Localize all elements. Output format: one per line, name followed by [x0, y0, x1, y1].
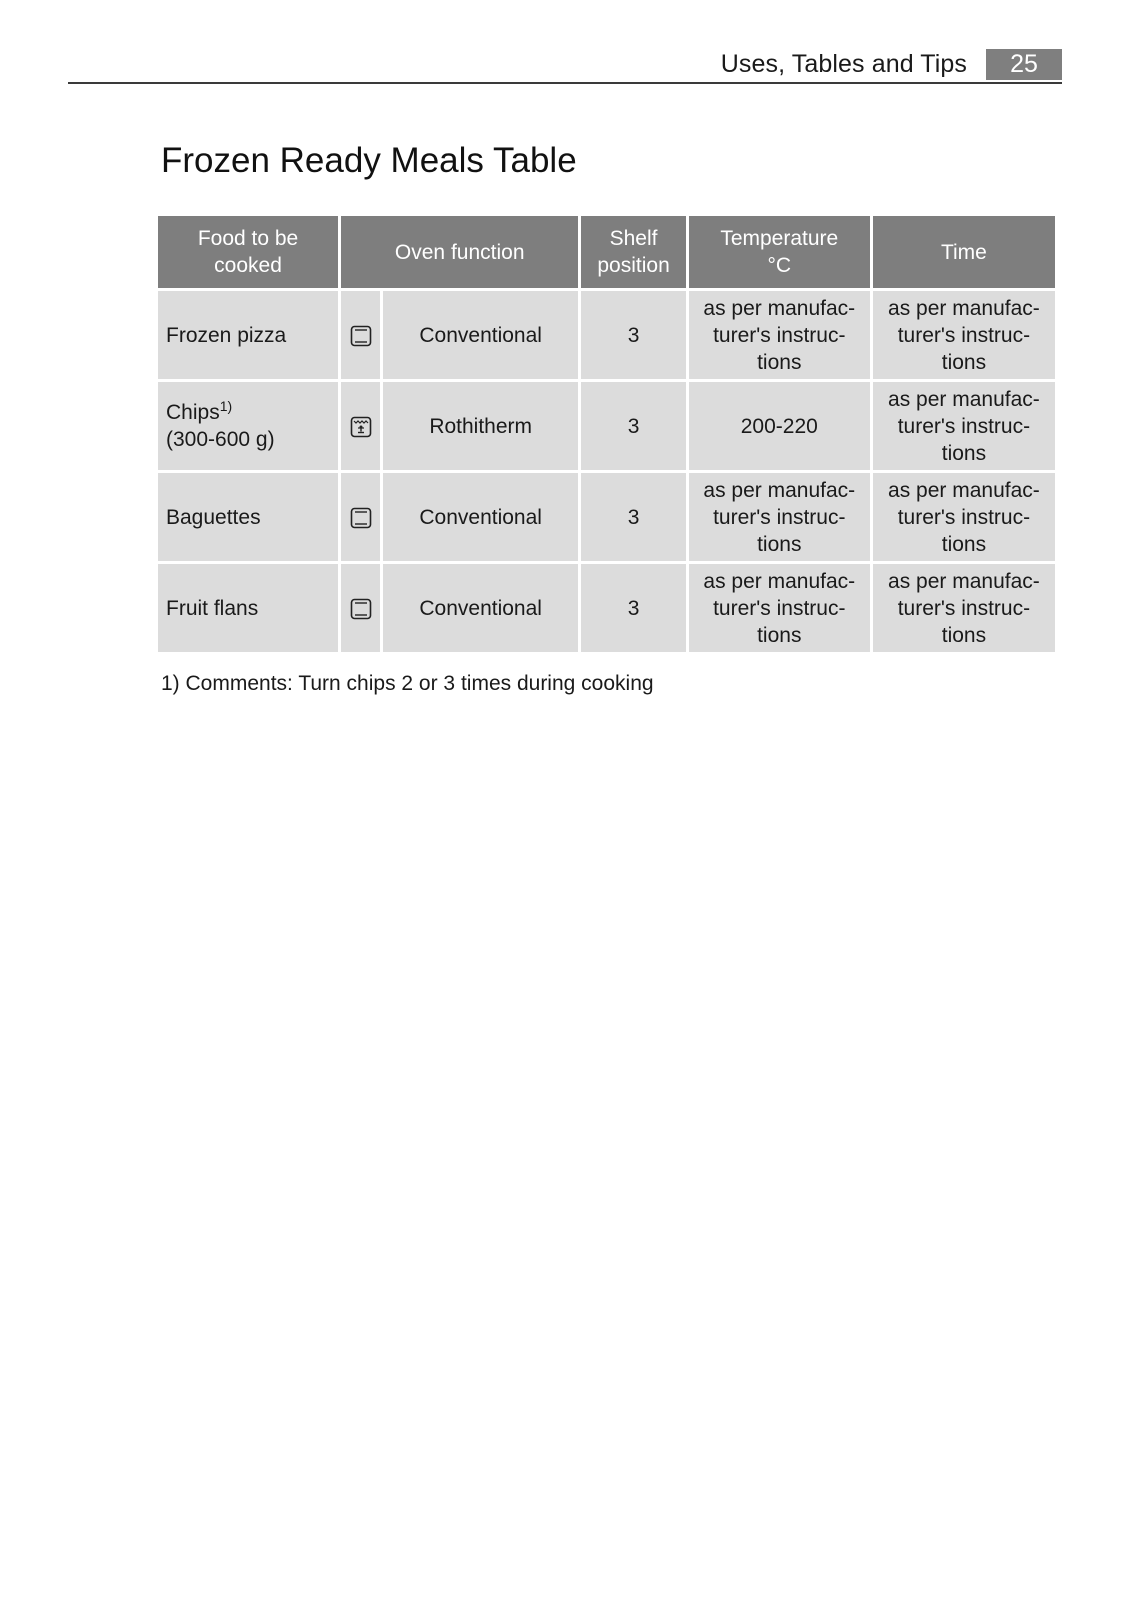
temperature-cell: as per manufac- turer's instruc- tions [689, 564, 870, 652]
page-title: Frozen Ready Meals Table [161, 141, 577, 180]
column-header-oven-function: Oven function [341, 216, 578, 288]
food-cell: Fruit flans [158, 564, 338, 652]
time-cell: as per manufac- turer's instruc- tions [873, 382, 1055, 470]
shelf-position-cell: 3 [581, 382, 685, 470]
oven-function-cell: Conventional [383, 564, 578, 652]
time-cell: as per manufac- turer's instruc- tions [873, 473, 1055, 561]
temperature-cell: 200-220 [689, 382, 870, 470]
food-cell: Frozen pizza [158, 291, 338, 379]
shelf-position-cell: 3 [581, 291, 685, 379]
food-cell: Baguettes [158, 473, 338, 561]
table-header-row [158, 216, 1055, 288]
section-title: Uses, Tables and Tips [720, 50, 967, 78]
time-cell: as per manufac- turer's instruc- tions [873, 291, 1055, 379]
oven-function-cell: Rothitherm [383, 382, 578, 470]
conventional-oven-icon [341, 473, 380, 561]
conventional-oven-icon [341, 564, 380, 652]
table-row [158, 382, 1055, 470]
temperature-cell: as per manufac- turer's instruc- tions [689, 473, 870, 561]
column-header-shelf-position: Shelf position [581, 216, 685, 288]
page-number-badge: 25 [986, 49, 1062, 80]
column-header-food: Food to be cooked [158, 216, 338, 288]
rothitherm-oven-icon [341, 382, 380, 470]
shelf-position-cell: 3 [581, 564, 685, 652]
table-row [158, 564, 1055, 652]
frozen-meals-table [155, 213, 1058, 655]
food-cell: Chips$^{1)}$ (300-600 g) [158, 382, 338, 470]
time-cell: as per manufac- turer's instruc- tions [873, 564, 1055, 652]
conventional-oven-icon [341, 291, 380, 379]
temperature-cell: as per manufac- turer's instruc- tions [689, 291, 870, 379]
footnote-marker: 1) [219, 398, 233, 414]
column-header-time: Time [873, 216, 1055, 288]
shelf-position-cell: 3 [581, 473, 685, 561]
oven-function-cell: Conventional [383, 291, 578, 379]
page-header [68, 44, 1062, 84]
oven-function-cell: Conventional [383, 473, 578, 561]
column-header-temperature: Temperature °C [689, 216, 870, 288]
table-row [158, 291, 1055, 379]
table-footnote: 1) Comments: Turn chips 2 or 3 times during cooking [161, 672, 654, 695]
table-row [158, 473, 1055, 561]
